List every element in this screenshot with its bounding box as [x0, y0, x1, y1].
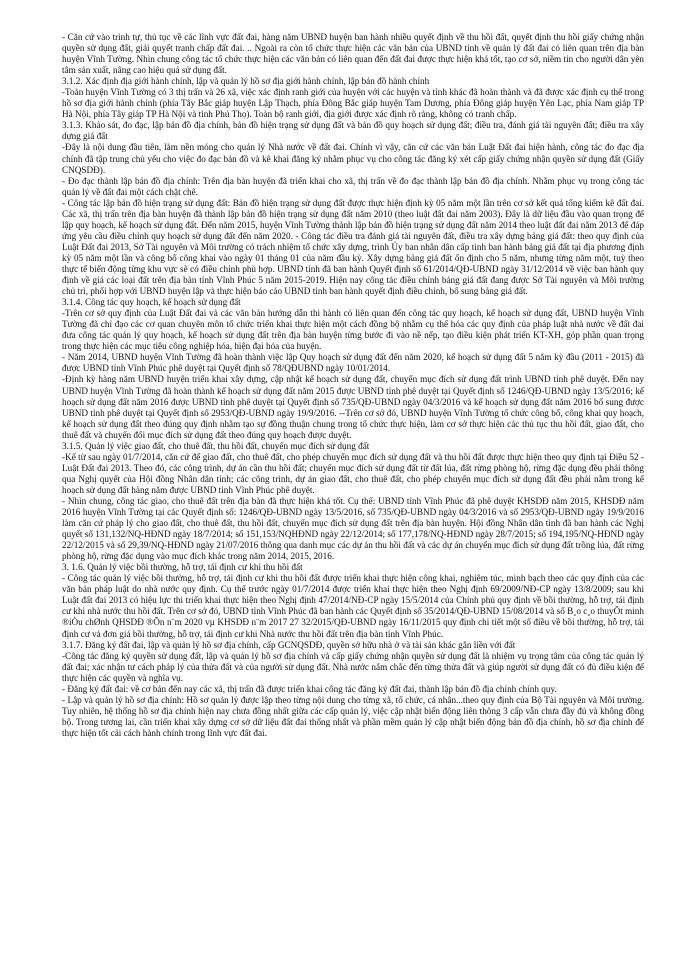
paragraph-survey-foundation: -Đây là nội dung đầu tiên, làm nền móng cho quản lý Nhà nước về đất đai. Chính vì vậy, căn cứ các văn bản Luật Đất đai hiện hành, công tác đo đạc địa chính đã tập trung chủ yếu cho việc đo đạc bản đồ và kê khai đăng ký nhằm phục vụ cho công tác đăng ký xét cấp giấy chứng nhận quyền sử dụng đất (Giấy CNQSDĐ).: [62, 142, 644, 175]
paragraph-allocation-results: - Nhìn chung, công tác giao, cho thuê đất trên địa bàn đã thực hiện khá tốt. Cụ thể: UBND tỉnh Vĩnh Phúc đã phê duyệt KHSDĐ năm 2015, KHSDĐ năm 2016 huyện Vĩnh Tường tại các Quyết định số: 1246/QĐ-UBND ngày 13/5/2016, số 735/QĐ-UBND ngày 04/3/2016 và số 2953/QĐ-UBND ngày 19/9/2016 làm căn cứ pháp lý cho giao đất, cho thuê đất, thu hồi đất, chuyển mục đích sử dụng đất trên địa bàn huyện. Hội đồng Nhân dân tỉnh đã ban hành các Nghị quyết số 131,132/NQ-HĐND ngày 18/7/2014; số 151,153/NQHĐND ngày 22/12/2014; số 177,178/NQ-HĐND ngày 28/7/2015; số 194,195/NQ-HĐND ngày 22/12/2015 và số 29,39/NQ-HĐND ngày 21/07/2016 thông qua danh mục các dự án thu hồi đất và các dự án chuyển mục đích sử dụng đất trồng lúa, đất rừng phòng hộ, rừng đặc dụng vào mục đích khác trong năm 2014, 2015, 2016.: [62, 495, 644, 562]
paragraph-cadastral-map: - Đo đạc thành lập bản đồ địa chính: Trên địa bàn huyện đã triển khai cho xã, thị trấn về đo đạc thành lập bản đồ địa chính. Nhằm phục vụ trong công tác quản lý về đất đai một cách chặt chẽ.: [62, 175, 644, 197]
paragraph-allocation-basis: -Kể từ sau ngày 01/7/2014, căn cứ để giao đất, cho thuê đất, cho phép chuyển mục đích sử dụng đất và thu hồi đất được thực hiện theo quy định tại Điều 52 - Luật Đất đai 2013. Theo đó, các công trình, dự án cần thu hồi đất; chuyển mục đích sử dụng đất từ đất lúa, đất rừng phòng hộ, rừng đặc dụng đều phải thông qua Nghị quyết của Hội đồng Nhân dân tỉnh; các công trình, dự án giao đất, cho thuê đất, cho phép chuyển mục đích sử dụng đất đều phải nằm trong kế hoạch sử dụng đất hàng năm được UBND tỉnh Vĩnh Phúc phê duyệt.: [62, 451, 644, 495]
section-heading-3-1-3: 3.1.3. Khảo sát, đo đạc, lập bản đồ địa chính, bản đồ hiện trạng sử dụng đất và bản đồ quy hoạch sử dụng đất; điều tra, đánh giá tài nguyên đất; điều tra xây dựng giá đất: [62, 120, 644, 142]
paragraph-annual-plans: -Định kỳ hàng năm UBND huyện triển khai xây dựng, cập nhật kế hoạch sử dụng đất, chuyển mục đích sử dụng đất trình UBND tỉnh phê duyệt. Đến nay UBND huyện Vĩnh Tường đã hoàn thành kế hoạch sử dụng đất năm 2015 được UBND tỉnh phê duyệt tại Quyết định số 1246/QĐ-UBND ngày 13/5/2016; kế hoạch sử dụng đất năm 2016 được UBND tỉnh phê duyệt tại Quyết định số 735/QĐ-UBND ngày 04/3/2016 và kế hoạch sử dụng đất năm 2016 bổ sung được UBND tỉnh phê duyệt tại Quyết định số 2953/QĐ-UBND ngày 19/9/2016. --Trên cơ sở đó, UBND huyện Vĩnh Tường tổ chức công bố, công khai quy hoạch, kế hoạch sử dụng đất theo đúng quy định nhằm tạo sự đồng thuận chung trong tổ chức thực hiện, làm cơ sở thực hiện các thủ tục thu hồi đất, giao đất, cho thuê đất và chuyển đổi mục đích sử dụng đất theo đúng quy hoạch được duyệt.: [62, 374, 644, 440]
paragraph-current-use-map: - Công tác lập bản đồ hiện trạng sử dụng đất: Bản đồ hiện trạng sử dụng đất được thực hiện định kỳ 05 năm một lần trên cơ sở kết quả tổng kiểm kê đất đai. Các xã, thị trấn trên địa bàn huyện đã thành lập bản đồ hiện trạng sử dụng đất năm 2010 (theo luật đất đai năm 2003). Đây là dữ liệu đầu vào quan trọng để lập quy hoạch, kế hoạch sử dụng đất. Đến năm 2015, huyện Vĩnh Tường thành lập bản đồ hiện trạng sử dụng đất năm 2014 theo luật đất đai năm 2013 để đáp ứng yêu cầu điều chỉnh quy hoạch sử dụng đất đến năm 2020. - Công tác điều tra đánh giá tài nguyên đất, điều tra xây dựng bảng giá đất: theo quy định của Luật Đất đai 2013, Sở Tài nguyên và Môi trường có trách nhiệm tổ chức xây dựng, trình Ủy ban nhân dân cấp tỉnh ban hành bảng giá đất tại địa phương định kỳ 05 năm một lần và công bố công khai vào ngày 01 tháng 01 của năm đầu kỳ. Xây dựng bảng giá đất ổn định cho 5 năm, nhưng từng năm một, tuỳ theo thực tế biến động từng khu vực sẽ có điều chỉnh phù hợp. UBND tỉnh đã ban hành Quyết định số 61/2014/QĐ-UBND ngày 31/12/2014 về việc ban hành quy định về giá các loại đất trên địa bàn tỉnh Vĩnh Phúc 5 năm 2015-2019. Hiện nay công tác điều chỉnh bảng giá đất đang được Sở Tài nguyên và Môi trường chủ trì, phối hợp với UBND huyện lập và thực hiện báo cáo UBND tỉnh ban hành quyết định điều chỉnh, bổ sung bảng giá đất.: [62, 197, 644, 297]
paragraph-intro: - Căn cứ vào trình tự, thủ tục về các lĩnh vực đất đai, hàng năm UBND huyện ban hành nhiều quyết định về thu hồi đất, quyết định thu hồi giấy chứng nhận quyền sử dụng đất, giải quyết tranh chấp đất đai. .. Ngoài ra còn tổ chức thực hiện các văn bản của UBND tỉnh về quản lý đất đai có liên quan trên địa bàn huyện Vĩnh Tường. Nhìn chung công tác tổ chức thực hiện các văn bản có liên quan đến đất đai được thực hiện khá tốt, tạo cơ sở, niềm tin cho người dân yên tâm sản xuất, nâng cao hiệu quả sử dụng đất.: [62, 32, 644, 76]
section-heading-3-1-4: 3.1.4. Công tác quy hoạch, kế hoạch sử dụng đất: [62, 297, 241, 308]
paragraph-planning-basis: -Trên cơ sở quy định của Luật Đất đai và các văn bản hướng dẫn thi hành có liên quan đến công tác quy hoạch, kế hoạch sử dụng đất, UBND huyện Vĩnh Tường đã chỉ đạo các cơ quan chuyên môn tổ chức triển khai thực hiện một cách đồng bộ nhằm cụ thể hóa các quy định của pháp luật nhà nước về đất đai đưa công tác quản lý quy hoạch, kế hoạch sử dụng đất trên địa bàn huyện từng bước đi vào nề nếp, tạo điều kiện phát triển KT-XH, góp phần quan trọng trong thực hiện các mục tiêu công nghiệp hóa, hiện đại hóa của huyện.: [62, 308, 644, 352]
paragraph-land-registration: - Đăng ký đất đai: về cơ bản đến nay các xã, thị trấn đã được triển khai công tác đăng ký đất đai, thành lập bản đồ địa chính chính quy.: [62, 683, 557, 694]
paragraph-cadastral-records: - Lập và quản lý hồ sơ địa chính: Hồ sơ quản lý được lập theo từng nội dung cho từng xã, tổ chức, cá nhân...theo quy định của Bộ Tài nguyên và Môi trường. Tuy nhiên, hệ thống hồ sơ địa chính hiện nay chưa đồng nhất giữa các cấp quản lý, việc cập nhật biến động liên thông 3 cấp vẫn chưa đầy đủ và không đồng bộ. Trong tương lai, cần triển khai xây dựng cơ sở dữ liệu đất đai thống nhất và phần mềm quản lý cập nhật biến động bản đồ địa chính, hồ sơ địa chính để thực hiện tốt cải cách hành chính trong lĩnh vực đất đai.: [62, 694, 644, 738]
section-heading-3-1-6: 3. 1.6. Quản lý việc bồi thường, hỗ trợ, tái định cư khi thu hồi đất: [62, 562, 303, 573]
section-heading-3-1-5: 3.1.5. Quản lý việc giao đất, cho thuê đất, thu hồi đất, chuyển mục đích sử dụng đất: [62, 440, 370, 451]
section-heading-3-1-7: 3.1.7. Đăng ký đất đai, lập và quản lý hồ sơ địa chính, cấp GCNQSDĐ, quyền sở hữu nhà ở và tài sản khác gắn liền với đất: [62, 639, 516, 650]
paragraph-boundaries: -Toàn huyện Vĩnh Tường có 3 thị trấn và 26 xã, việc xác định ranh giới của huyện với các huyện và tỉnh khác đã hoàn thành và đã được xác định cụ thể trong hồ sơ địa giới hành chính (phía Tây Bắc giáp huyện Lập Thạch, phía Đông Bắc giáp huyện Tam Dương, phía Đông giáp huyện Yên Lạc, phía Nam giáp TP Hà Nội, phía Tây giáp TP Hà Nội và tỉnh Phú Thọ). Toàn bộ ranh giới, địa giới được xác định rõ ràng, không có tranh chấp.: [62, 87, 644, 120]
section-heading-3-1-2: 3.1.2. Xác định địa giới hành chính, lập và quản lý hồ sơ địa giới hành chính, lập bản đồ hành chính: [62, 76, 430, 87]
paragraph-compensation: - Công tác quản lý việc bồi thường, hỗ trợ, tái định cư khi thu hồi đất được triển khai thực hiện công khai, nghiêm túc, minh bạch theo các quy định của các văn bản pháp luật do nhà nước quy định. Cụ thể trước ngày 01/7/2014 được triển khai thực hiện theo Nghị định 69/2009/NĐ-CP ngày 13/8/2009; sau khi Luật đất đai 2013 có hiệu lực thi triển khai thực hiện theo Nghị định 47/2014/NĐ-CP ngày 15/5/2014 của Chính phủ quy định về bồi thường, hỗ trợ, tái định cư khi nhà nước thu hồi đất. Trên cơ sở đó, UBND tỉnh Vĩnh Phúc đã ban hành các Quyết định số 35/2014/QĐ-UBND 15/08/2014 và số B¸o c¸o thuyÕt minh ®iÒu chØnh QHSDĐ ®Õn n¨m 2020 vµ KHSDĐ n¨m 2017 27 32/2015/QĐ-UBND ngày 16/11/2015 quy định chi tiết một số điều về bồi thường, hỗ trợ, tái định cư và đơn giá bồi thường, hỗ trợ, tái định cư khi Nhà nước thu hồi đất trên địa bàn tỉnh Vĩnh Phúc.: [62, 573, 644, 639]
paragraph-planning-2014: - Năm 2014, UBND huyện Vĩnh Tường đã hoàn thành việc lập Quy hoạch sử dụng đất đến năm 2020, kế hoạch sử dụng đất 5 năm kỳ đầu (2011 - 2015) đã được UBND tỉnh Vĩnh Phúc phê duyệt tại Quyết định số 78/QĐUBND ngày 10/01/2014.: [62, 352, 644, 374]
paragraph-registration: -Công tác đăng ký quyền sử dụng đất, lập và quản lý hồ sơ địa chính và cấp giấy chứng nhận quyền sử dụng đất là nhiệm vụ trọng tâm của công tác quản lý đất đai; xác nhận tư cách pháp lý của thửa đất và của người sử dụng đất. Nhà nước nắm chắc đến từng thửa đất và giúp người sử dụng đất có đủ điều kiện để thực hiện các quyền và nghĩa vụ.: [62, 650, 644, 683]
